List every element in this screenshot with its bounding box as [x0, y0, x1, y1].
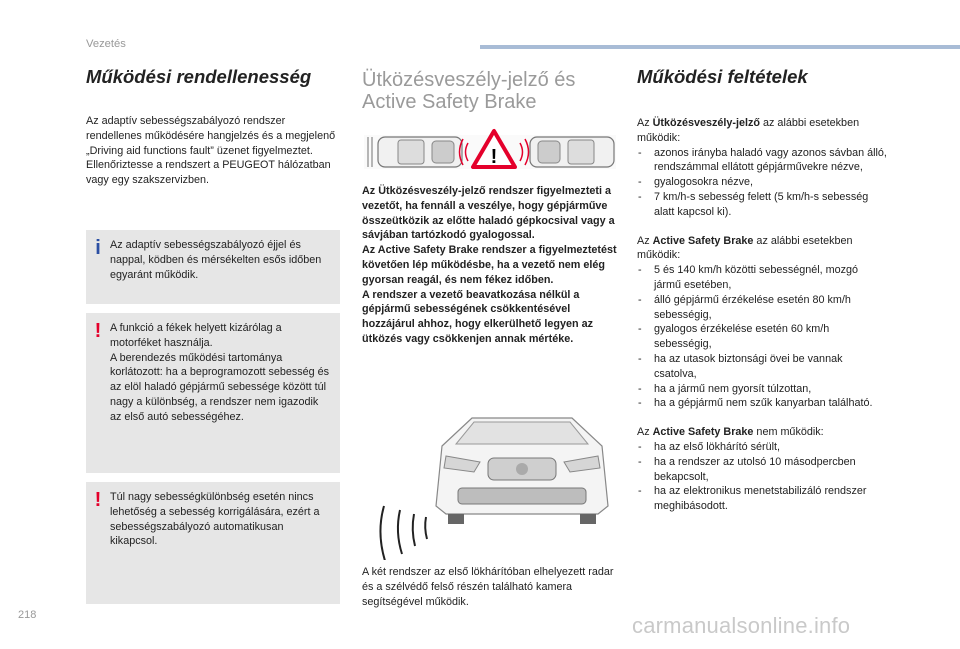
group-2-intro-end: az alábbi esetekben működik: [637, 234, 853, 262]
list-item: - ha az elektronikus menetstabilizáló rendszer meghibásodott. [637, 484, 887, 514]
malfunction-para-2: Ellenőriztesse a rendszert a PEUGEOT hálózatban vagy egy szakszervizben. [86, 159, 331, 187]
conditions-title: Működési feltételek [637, 66, 808, 87]
group-1-intro: Az [637, 117, 653, 129]
watermark: carmanualsonline.info [632, 613, 851, 638]
collision-desc-3: A rendszer a vezető beavatkozása nélkül a gépjármű sebességének csökkentésével hozzájárul ahhoz, hogy elkerülhető legyen az ütközés vagy csökkenjen annak mértéke. [362, 288, 593, 345]
group-3-system: Active Safety Brake [652, 426, 754, 439]
group-2-intro: Az [637, 234, 653, 247]
malfunction-text [86, 114, 338, 188]
warning-icon: ! [94, 489, 102, 511]
list-item: - ha az utasok biztonsági övei be vannak csatolva, [637, 352, 887, 382]
page-number: 218 [18, 609, 37, 621]
conditions-content [637, 116, 887, 514]
group-1-system: Ütközésveszély-jelző [652, 117, 761, 129]
section-title: Vezetés [86, 38, 126, 50]
collision-desc-1: Az Ütközésveszély-jelző rendszer figyelmezteti a vezetőt, ha fennáll a veszélye, hogy gépjárműve összeütközik az előtte haladó gépkocsival vagy a sávjában tartózkodó gyalogossal. [362, 185, 615, 242]
header-accent-bar [480, 45, 960, 49]
collision-title-line-2: Active Safety Brake [362, 91, 537, 113]
condition-group-1 [637, 116, 887, 220]
list-item: - 5 és 140 km/h közötti sebességnél, mozgó jármű esetében, [637, 263, 887, 293]
warning-box-1 [86, 313, 340, 473]
collision-title [362, 69, 575, 113]
warning-box-1-line-2: A berendezés működési tartománya korlátozott: ha a beprogramozott sebesség és az elöl haladó gépjármű sebessége között túl nagy a különbség, a rendszer nem igazodik az első autó sebességéhez. [110, 351, 330, 423]
info-box [86, 230, 340, 304]
collision-warning-illustration [362, 127, 618, 177]
van-front-radar-illustration [362, 410, 620, 560]
malfunction-title: Működési rendellenesség [86, 66, 312, 87]
front-car-icon [530, 137, 614, 167]
list-item: - gyalogos érzékelése esetén 60 km/h sebességig, [637, 322, 887, 352]
info-icon: i [95, 237, 101, 259]
malfunction-para-1: Az adaptív sebességszabályozó rendszer rendellenes működésére hangjelzés és a megjelenő „Driving aid functions fault” üzenet figyelmeztet. [86, 115, 336, 157]
radar-waves-icon [380, 506, 427, 560]
condition-group-3 [637, 425, 887, 514]
group-3-intro-end: nem működik: [753, 426, 824, 439]
warning-box-2-text: Túl nagy sebességkülönbség esetén nincs lehetőség a sebesség korrigálására, ezért a sebességszabályozó automatikusan kikapcsol. [110, 491, 320, 548]
group-3-intro: Az [637, 426, 653, 439]
info-box-text: Az adaptív sebességszabályozó éjjel és nappal, ködben és mérsékelten esős időben egyaránt működik. [110, 239, 322, 281]
list-item: - ha a jármű nem gyorsít túlzottan, [637, 382, 887, 397]
warning-box-2 [86, 482, 340, 604]
condition-group-2 [637, 234, 887, 412]
list-item: - 7 km/h-s sebesség felett (5 km/h-s sebesség alatt kapcsol ki). [637, 190, 887, 220]
rear-car-icon [378, 137, 462, 167]
collision-title-line-1: Ütközésveszély-jelző és [362, 69, 576, 91]
list-item: - ha a gépjármű nem szűk kanyarban található. [637, 396, 887, 411]
list-item: - álló gépjármű érzékelése esetén 80 km/h sebességig, [637, 293, 887, 323]
collision-description [362, 184, 620, 347]
warning-icon: ! [94, 320, 102, 342]
list-item: - gyalogosokra nézve, [637, 175, 887, 190]
list-item: - azonos irányba haladó vagy azonos sávban álló, rendszámmal ellátott gépjárművekre nézve, [637, 146, 887, 176]
list-item: - ha az első lökhárító sérült, [637, 440, 887, 455]
warning-box-1-line-1: A funkció a fékek helyett kizárólag a motorféket használja. [110, 322, 282, 349]
list-item: - ha a rendszer az utolsó 10 másodpercben bekapcsolt, [637, 455, 887, 485]
warning-glyph: ! [490, 146, 498, 168]
group-1-intro-end: az alábbi esetekben működik: [637, 117, 860, 144]
collision-desc-2: Az Active Safety Brake rendszer a figyelmeztetést követően lép működésbe, ha a vezető nem elég gyorsan reagál, és nem fékez időben. [362, 244, 617, 286]
radar-caption: A két rendszer az első lökhárítóban elhelyezett radar és a szélvédő felső részén található kamera segítségével működik. [362, 566, 614, 608]
van-front-icon [436, 418, 608, 524]
group-2-system: Active Safety Brake [652, 234, 754, 247]
